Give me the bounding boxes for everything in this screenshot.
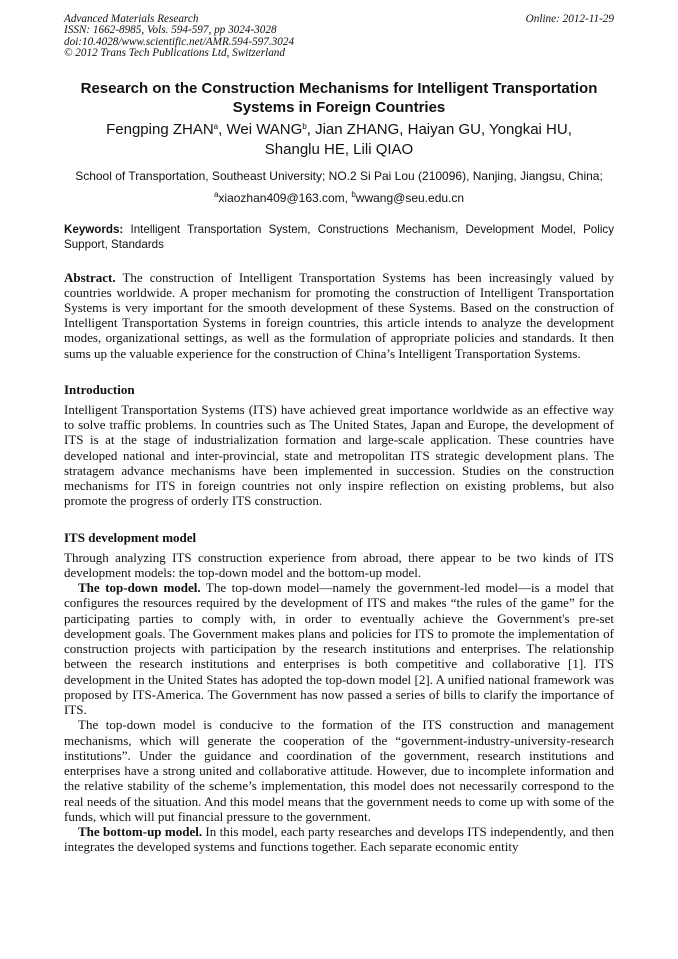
its-model-paragraph-1: Through analyzing ITS construction experience from abroad, there appear to be two kinds of ITS development models: the top-down model and the bottom-up model. bbox=[64, 549, 614, 580]
email-separator: , bbox=[344, 190, 352, 205]
bottom-up-paragraph bbox=[64, 824, 614, 855]
affiliation: School of Transportation, Southeast University; NO.2 Si Pai Lou (210096), Nanjing, Jiangsu, China; bbox=[75, 168, 603, 183]
introduction-paragraph: Intelligent Transportation Systems (ITS) have achieved great importance worldwide as an effective way to solve traffic problems. In countries such as The United States, Japan and Europe, the development of ITS is at the stage of industrialization formation and large-scale application. These countries have developed national and inter-provincial, state and metropolitan ITS strategic development plans. The stratagem advance mechanisms have been implemented in succession. Studies on the construction mechanisms for ITS in foreign countries not only inspire reflection on existing problems, but also promote the progress of orderly ITS construction. bbox=[64, 401, 614, 509]
bottom-up-heading: The bottom-up model. bbox=[78, 824, 203, 840]
abstract bbox=[64, 270, 614, 361]
issn-line: ISSN: 1662-8985, Vols. 594-597, pp 3024-3028 bbox=[64, 24, 277, 37]
author-line-1 bbox=[64, 120, 614, 140]
author-separator: , bbox=[218, 120, 227, 138]
author-superscript: b bbox=[302, 121, 307, 131]
keywords-label: Keywords: bbox=[64, 222, 124, 236]
online-date: Online: 2012-11-29 bbox=[525, 13, 614, 25]
email-address: xiaozhan409@163.com bbox=[218, 190, 345, 205]
email-line bbox=[64, 190, 614, 206]
abstract-text: The construction of Intelligent Transportation Systems has been increasingly valued by countries worldwide. A proper mechanism for promoting the construction of Intelligent Transportation Systems is very important for the smooth development of these Systems. Based on the construction of Intelligent Transportation Systems in foreign countries, this article intends to analyze the development modes, organizational settings, as well as the formulation of appropriate policies and standards. It then sums up the valuable experience for the construction of China’s Intelligent Transportation Systems. bbox=[64, 269, 614, 361]
author-line-2: Shanglu HE, Lili QIAO bbox=[264, 140, 414, 158]
section-heading-its-development-model: ITS development model bbox=[64, 529, 197, 545]
paper-title: Research on the Construction Mechanisms for Intelligent Transportation Systems in Foreign Countries bbox=[80, 79, 598, 116]
top-down-paragraph-2: The top-down model is conducive to the formation of the ITS construction and management mechanisms, which will generate the cooperation of the “government-industry-university-research institutions”. Under the guidance and coordination of the government, research institutions and enterprises have a strong united and collaborative attitude. However, due to incomplete information and the relative stability of the scheme’s implementation, this model does not necessarily correspond to the real needs of the situation. And this model means that the government needs to come up with some of the funds, which will put financial pressure to the government. bbox=[64, 717, 614, 824]
abstract-label: Abstract. bbox=[64, 269, 116, 285]
journal-name: Advanced Materials Research bbox=[64, 13, 199, 25]
author-list bbox=[64, 120, 614, 160]
keywords bbox=[64, 222, 614, 252]
keywords-text: Intelligent Transportation System, Constructions Mechanism, Development Model, Policy Support, Standards bbox=[64, 222, 614, 251]
bottom-up-text: In this model, each party researches and develops ITS independently, and then integrates the developed systems and functions together. Each separate economic entity bbox=[64, 824, 614, 855]
author-name: Fengping ZHAN bbox=[106, 120, 214, 138]
paper-page bbox=[64, 14, 614, 855]
author-name: Wei WANG bbox=[226, 120, 303, 138]
doi-line: doi:10.4028/www.scientific.net/AMR.594-597.3024 bbox=[64, 35, 295, 48]
top-down-text: The top-down model—namely the government-led model—is a model that configures the resources required by the development of ITS and makes “the rules of the game” for the participating parties to comply with, in order to eventually achieve the Government's pre-set development goals. The Government makes plans and policies for ITS to promote the implementation of construction projects with participation by the research institutions and enterprises. The relationship between the research institutions and enterprises is both competitive and collaborative [1]. ITS development in the United States has adopted the top-down model [2]. A unified national framework was proposed by ITS-America. The Government has now passed a series of bills to clarify the importance of ITS. bbox=[64, 580, 614, 718]
copyright-line: © 2012 Trans Tech Publications Ltd, Switzerland bbox=[64, 47, 285, 60]
email-superscript: b bbox=[351, 189, 356, 199]
top-down-paragraph bbox=[64, 580, 614, 717]
email-superscript: a bbox=[213, 189, 219, 199]
email-address: wwang@seu.edu.cn bbox=[355, 190, 465, 205]
section-heading-introduction: Introduction bbox=[64, 381, 135, 397]
journal-header bbox=[64, 14, 614, 60]
author-names-rest: , Jian ZHANG, Haiyan GU, Yongkai HU, bbox=[306, 120, 572, 138]
top-down-heading: The top-down model. bbox=[78, 580, 201, 596]
author-superscript: a bbox=[213, 121, 219, 131]
